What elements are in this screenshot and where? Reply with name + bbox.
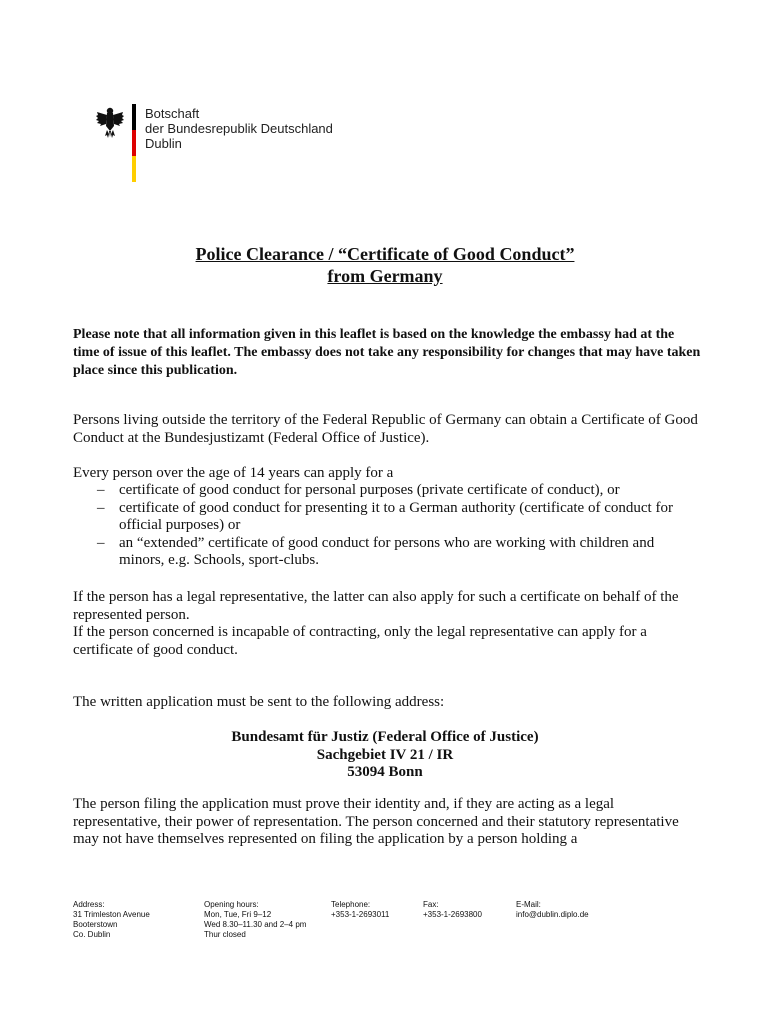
- page-title: [0, 243, 770, 287]
- bullet-dash: –: [97, 482, 105, 498]
- application-address-intro: The written application must be sent to the following address:: [73, 694, 445, 710]
- legal-representative-text-1: If the person has a legal representative, the latter can also apply for such a certificate on behalf of the represented person.: [73, 589, 679, 623]
- footer-email-label: E-Mail:: [516, 900, 541, 909]
- office-address-line-1: Bundesamt für Justiz (Federal Office of Justice): [231, 729, 539, 745]
- disclaimer: Please note that all information given in this leaflet is based on the knowledge the embassy had at the time of issue of this leaflet. The embassy does not take any responsibility for changes that may have taken place since this publication.: [73, 327, 701, 378]
- flag-stripe-red: [132, 130, 136, 156]
- footer-address-line: Co. Dublin: [73, 930, 111, 939]
- title-line-2: from Germany: [327, 266, 443, 286]
- title-line-1: Police Clearance / “Certificate of Good Conduct”: [195, 244, 575, 264]
- footer-telephone: [331, 900, 389, 920]
- list-item: [73, 535, 703, 570]
- footer-telephone-label: Telephone:: [331, 900, 371, 909]
- letterhead: [95, 104, 395, 184]
- footer-address-label: Address:: [73, 900, 105, 909]
- flag-stripe-gold: [132, 156, 136, 182]
- federal-eagle-icon: [95, 106, 125, 140]
- embassy-name-line-2: der Bundesrepublik Deutschland: [145, 121, 333, 136]
- flag-bar: [132, 104, 136, 182]
- list-item-text: certificate of good conduct for personal purposes (private certificate of conduct), or: [119, 482, 620, 498]
- list-item: [73, 500, 703, 535]
- list-item-text: an “extended” certificate of good conduct for persons who are working with children and minors, e.g. Schools, sport-clubs.: [119, 534, 655, 568]
- embassy-name: [145, 106, 333, 151]
- footer: [73, 900, 713, 970]
- footer-address-line: 31 Trimleston Avenue: [73, 910, 150, 919]
- bullet-dash: –: [97, 499, 105, 516]
- intro-paragraph: Persons living outside the territory of the Federal Republic of Germany can obtain a Certificate of Good Conduct at the Bundesjustizamt (Federal Office of Justice).: [73, 412, 698, 446]
- legal-representative-paragraph: [73, 589, 703, 659]
- list-item-text: certificate of good conduct for presenting it to a German authority (certificate of conduct for official purposes) or: [119, 499, 673, 533]
- footer-opening-hours: [204, 900, 306, 940]
- footer-email: [516, 900, 589, 920]
- footer-fax-label: Fax:: [423, 900, 439, 909]
- flag-stripe-black: [132, 104, 136, 130]
- office-address: [0, 729, 770, 782]
- footer-address: [73, 900, 150, 940]
- office-address-line-3: 53094 Bonn: [347, 764, 423, 780]
- footer-email-value[interactable]: info@dublin.diplo.de: [516, 910, 589, 919]
- embassy-name-line-1: Botschaft: [145, 106, 200, 121]
- legal-representative-text-2: If the person concerned is incapable of contracting, only the legal representative can apply for a certificate of good conduct.: [73, 624, 647, 658]
- footer-telephone-value: +353-1-2693011: [331, 910, 390, 919]
- certificate-types-list: [73, 482, 703, 570]
- footer-hours-line: Thur closed: [204, 930, 246, 939]
- footer-fax: [423, 900, 482, 920]
- footer-hours-line: Mon, Tue, Fri 9–12: [204, 910, 272, 919]
- footer-hours-label: Opening hours:: [204, 900, 259, 909]
- list-item: [73, 482, 703, 500]
- footer-fax-value: +353-1-2693800: [423, 910, 482, 919]
- footer-hours-line: Wed 8.30–11.30 and 2–4 pm: [204, 920, 307, 929]
- office-address-line-2: Sachgebiet IV 21 / IR: [316, 746, 454, 763]
- bullet-dash: –: [97, 534, 105, 551]
- footer-address-line: Booterstown: [73, 920, 118, 929]
- identity-paragraph: The person filing the application must prove their identity and, if they are acting as a legal representative, their power of representation. The person concerned and their statutory representative may not have themselves represented on filing the application by a person holding a: [73, 796, 679, 847]
- embassy-name-line-3: Dublin: [145, 136, 182, 151]
- eligibility-paragraph: Every person over the age of 14 years can apply for a: [73, 465, 394, 481]
